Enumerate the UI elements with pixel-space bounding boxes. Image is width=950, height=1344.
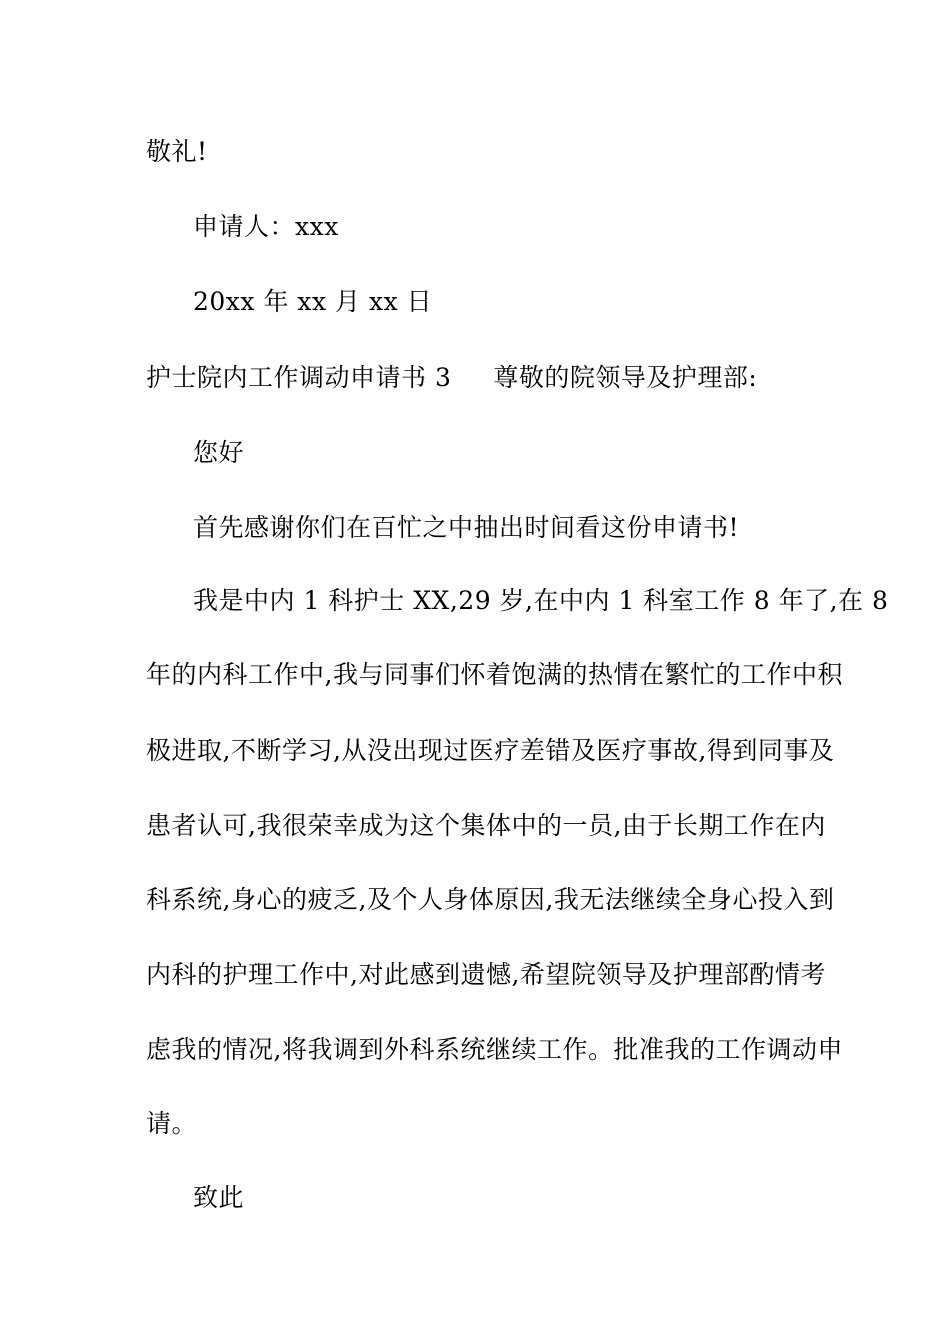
applicant-signature: 申请人：xxx [193,212,339,241]
paragraph-line: 虑我的情况,将我调到外科系统继续工作。批准我的工作调动申 [146,1035,843,1064]
paragraph-line: 患者认可,我很荣幸成为这个集体中的一员,由于长期工作在内 [146,811,826,840]
closing-salutation: 敬礼! [146,137,208,166]
letter-closing: 致此 [193,1183,245,1212]
letter-heading [146,362,757,394]
paragraph-line: 科系统,身心的疲乏,及个人身体原因,我无法继续全身心投入到 [146,885,835,914]
paragraph-line: 极进取,不断学习,从没出现过医疗差错及医疗事故,得到同事及 [146,736,835,765]
paragraph-line: 年的内科工作中,我与同事们怀着饱满的热情在繁忙的工作中积 [146,660,843,689]
paragraph-line: 请。 [146,1109,198,1138]
paragraph-thanks: 首先感谢你们在百忙之中抽出时间看这份申请书! [193,513,740,542]
letter-title: 护士院内工作调动申请书 3 [146,363,452,392]
paragraph-line: 我是中内 1 科护士 XX,29 岁,在中内 1 科室工作 8 年了,在 8 [193,586,889,615]
signature-date: 20xx 年 xx 月 xx 日 [193,287,433,316]
letter-addressee: 尊敬的院领导及护理部: [493,363,758,392]
paragraph-line: 内科的护理工作中,对此感到遗憾,希望院领导及护理部酌情考 [146,960,826,989]
letter-greeting: 您好 [193,438,245,467]
